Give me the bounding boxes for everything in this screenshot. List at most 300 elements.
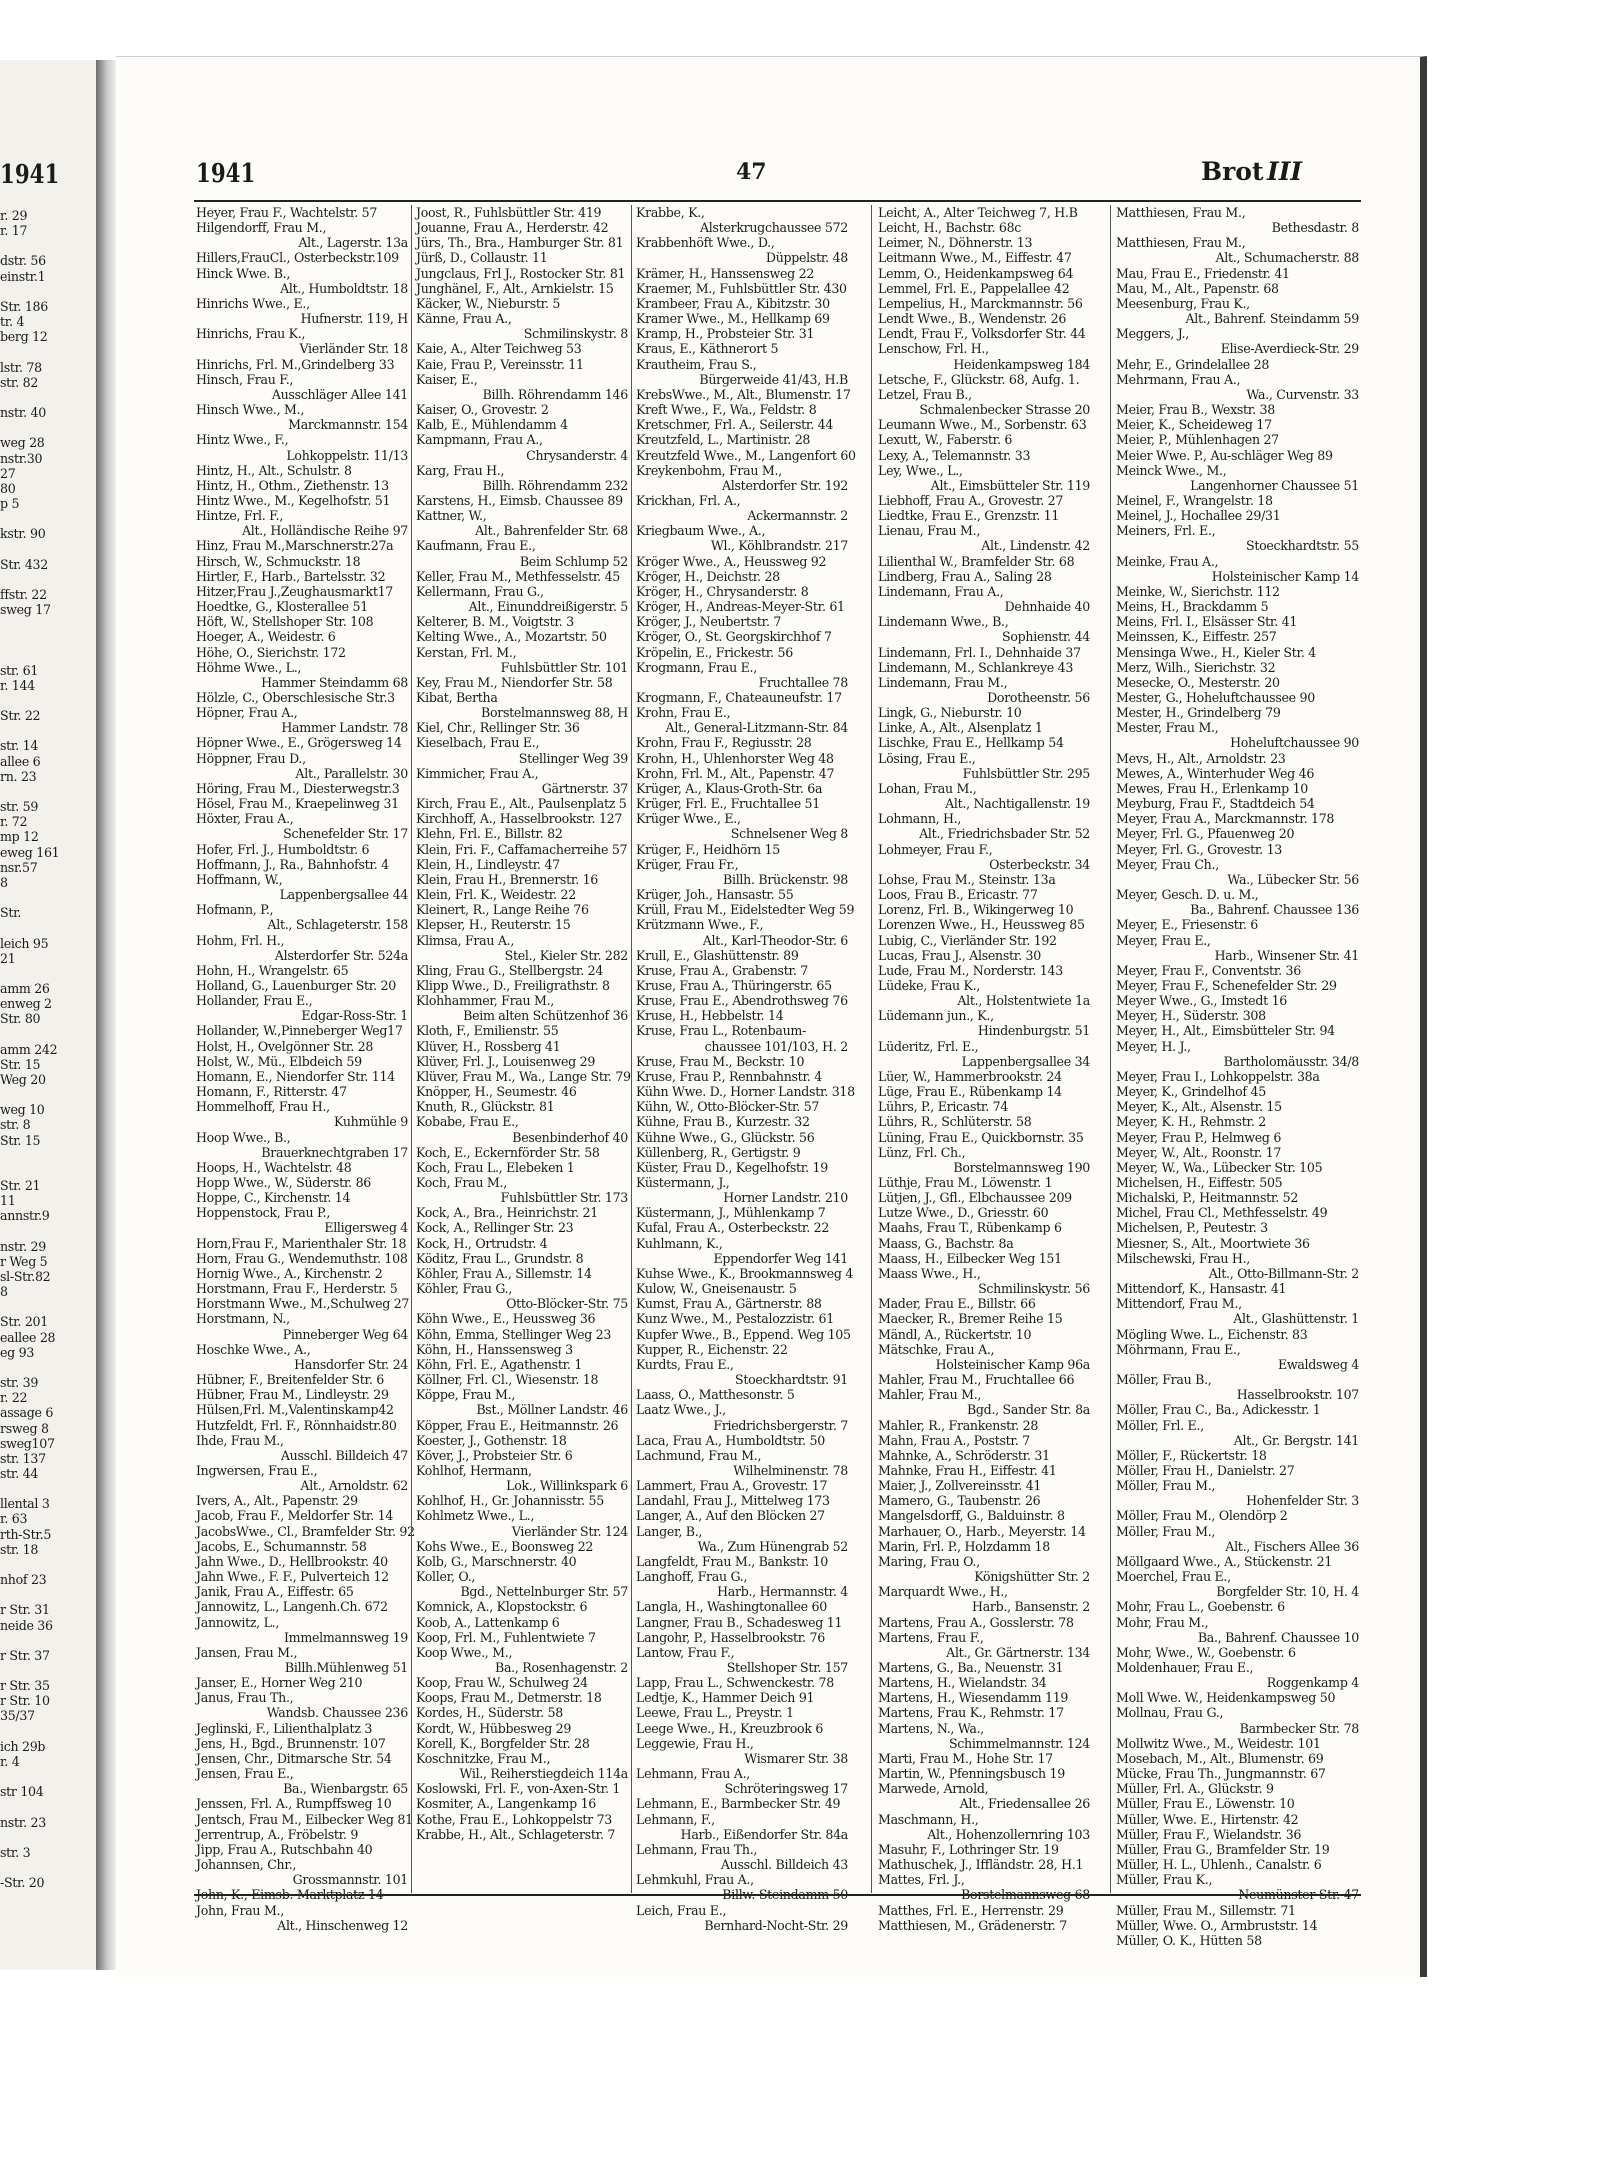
directory-entry-line: Klein, H., Lindleystr. 47 (416, 856, 560, 872)
directory-entry-line: Alt., Bahrenfelder Str. 68 (475, 523, 628, 539)
directory-entry-line: Kühne Wwe., G., Glückstr. 56 (636, 1129, 815, 1145)
directory-entry-line: Michalski, P., Heitmannstr. 52 (1116, 1190, 1299, 1206)
directory-entry-line: Krämer, H., Hanssensweg 22 (636, 265, 815, 281)
directory-entry-line: Krüger, Joh., Hansastr. 55 (636, 887, 794, 903)
directory-entry-line: Alt., Hohenzollernring 103 (927, 1826, 1090, 1842)
directory-entry-line: Hösel, Frau M., Kraepelinweg 31 (196, 796, 399, 812)
directory-entry-line: Alt., Otto-Billmann-Str. 2 (1208, 1265, 1359, 1281)
directory-entry-line: Alt., Lindenstr. 42 (981, 538, 1090, 554)
directory-entry-line: Kriegbaum Wwe., A., (636, 523, 766, 539)
previous-page-line: mp 12 (0, 829, 39, 845)
previous-page-line: 11 (0, 1193, 16, 1209)
directory-entry-line: Hohm, Frl. H., (196, 932, 285, 948)
directory-entry-line: Möller, Frau B., (1116, 1372, 1212, 1388)
directory-entry-line: Hinsch, Frau F., (196, 371, 294, 387)
directory-entry-line: Schmilinskystr. 56 (978, 1281, 1090, 1297)
directory-entry-line: Alsterdorfer Str. 524a (274, 947, 408, 963)
directory-entry-line: Koob, A., Lattenkamp 6 (416, 1614, 560, 1630)
directory-entry-line: Wl., Köhlbrandstr. 217 (710, 538, 848, 554)
directory-entry-line: Krützmann Wwe., F., (636, 917, 764, 933)
directory-entry-line: Meinke, W., Sierichstr. 112 (1116, 583, 1280, 599)
directory-entry-line: Mittendorf, Frau M., (1116, 1296, 1242, 1312)
directory-entry-line: Kattner, W., (416, 508, 487, 524)
directory-entry-line: Koops, Frau M., Detmerstr. 18 (416, 1690, 602, 1706)
directory-entry-line: Lendt, Frau F., Volksdorfer Str. 44 (878, 326, 1086, 342)
directory-entry-line: Ledtje, K., Hammer Deich 91 (636, 1690, 815, 1706)
previous-page-line: str. 137 (0, 1450, 46, 1466)
directory-entry-line: Bst., Möllner Landstr. 46 (476, 1402, 628, 1418)
previous-page-line: weg 10 (0, 1102, 45, 1118)
directory-entry-line: Hasselbrookstr. 107 (1236, 1387, 1359, 1403)
directory-entry-line: Michelsen, H., Eiffestr. 505 (1116, 1175, 1283, 1190)
directory-entry-line: Harb., Eißendorfer Str. 84a (680, 1826, 848, 1842)
directory-entry-line: Fruchtallee 78 (758, 674, 848, 690)
directory-entry-line: Alt., Hinschenweg 12 (277, 1917, 408, 1933)
directory-entry-line: Masuhr, F., Lothringer Str. 19 (878, 1841, 1059, 1857)
directory-entry-line: Meyer, H. J., (1116, 1038, 1191, 1054)
directory-entry-line: Kruse, Frau A., Thüringerstr. 65 (636, 977, 832, 993)
directory-entry-line: Bürgerweide 41/43, H.B (699, 371, 848, 387)
directory-entry-line: Lienau, Frau M., (878, 523, 981, 539)
directory-entry-line: Hinrichs, Frl. M.,Grindelberg 33 (196, 356, 395, 372)
previous-page-line: r Str. 31 (0, 1602, 50, 1618)
directory-entry-line: Komnick, A., Klopstockstr. 6 (416, 1599, 588, 1615)
directory-entry-line: Kramer Wwe., M., Hellkamp 69 (636, 311, 830, 327)
directory-entry-line: Kock, A., Bra., Heinrichstr. 21 (416, 1205, 598, 1221)
previous-page-line: str. 61 (0, 662, 39, 678)
directory-entry-line: Kaie, A., Alter Teichweg 53 (416, 341, 582, 357)
directory-entry-line: Moll Wwe. W., Heidenkampsweg 50 (1116, 1690, 1336, 1706)
directory-entry-line: Stoeckhardtstr. 55 (1246, 538, 1359, 554)
directory-entry-line: Martens, H., Wiesendamm 119 (878, 1690, 1069, 1706)
directory-entry-line: Möller, Frau M., (1116, 1478, 1216, 1494)
directory-entry-line: Meyer, Frau E., (1116, 932, 1211, 948)
directory-entry-line: Kurdts, Frau E., (636, 1356, 734, 1372)
directory-entry-line: Krohn, Frau F., Regiusstr. 28 (636, 735, 812, 751)
directory-entry-line: Lüer, W., Hammerbrookstr. 24 (878, 1068, 1062, 1084)
directory-entry-line: Mau, Frau E., Friedenstr. 41 (1116, 265, 1290, 281)
directory-entry-line: Beim alten Schützenhof 36 (463, 1008, 628, 1024)
directory-entry-line: Kruse, Frau L., Rotenbaum- (636, 1023, 806, 1039)
directory-entry-line: Hornig Wwe., A., Kirchenstr. 2 (196, 1265, 383, 1281)
directory-entry-line: Mändl, A., Rückertstr. 10 (878, 1326, 1032, 1342)
previous-page-line: nhof 23 (0, 1572, 47, 1588)
directory-entry-line: Lindemann, M., Schlankreye 43 (878, 659, 1074, 675)
directory-entry-line: Leimer, N., Döhnerstr. 13 (878, 235, 1033, 251)
directory-entry-line: Horn,Frau F., Marienthaler Str. 18 (196, 1235, 407, 1251)
previous-page-line: 27 (0, 465, 16, 481)
directory-entry-line: Maahs, Frau T., Rübenkamp 6 (878, 1220, 1062, 1236)
previous-page-line (0, 1087, 94, 1102)
directory-entry-line: Harb., Winsener Str. 41 (1214, 947, 1359, 963)
directory-entry-line: Marquardt Wwe., H., (878, 1584, 1008, 1600)
directory-entry-line: Jahn Wwe., F. F., Pulverteich 12 (196, 1569, 389, 1585)
directory-entry-line: Martens, Frau F., (878, 1629, 984, 1645)
directory-entry-line: Meinssen, K., Eiffestr. 257 (1116, 629, 1277, 645)
directory-entry-line: Kühn, W., Otto-Blöcker-Str. 57 (636, 1099, 820, 1115)
directory-entry-line: Leege Wwe., H., Kreuzbrook 6 (636, 1720, 824, 1736)
previous-page-line: Weg 20 (0, 1071, 46, 1087)
previous-page-line: 8 (0, 874, 8, 890)
directory-entry-line: Kühne, Frau B., Kurzestr. 32 (636, 1114, 810, 1130)
directory-entry-line: Langer, A., Auf den Blöcken 27 (636, 1508, 825, 1524)
directory-entry-line: Linke, A., Alt., Alsenplatz 1 (878, 720, 1043, 736)
directory-entry-line: Hillers,FrauCl., Osterbeckstr.109 (196, 250, 399, 266)
directory-entry-line: Kosmiter, A., Langenkamp 16 (416, 1796, 597, 1812)
directory-entry-line: Landahl, Frau J., Mittelweg 173 (636, 1493, 830, 1509)
directory-entry-line: Müller, Frau F., Wielandstr. 36 (1116, 1826, 1302, 1842)
directory-entry-line: Kruse, Frau P., Rennbahnstr. 4 (636, 1068, 822, 1084)
directory-entry-line: Kufal, Frau A., Osterbeckstr. 22 (636, 1220, 830, 1236)
directory-entry-line: Billh. Röhrendamm 232 (482, 477, 628, 493)
directory-entry-line: Meyer, K., Grindelhof 45 (1116, 1084, 1266, 1100)
directory-column-4 (878, 205, 1090, 1933)
previous-page-line: llental 3 (0, 1496, 50, 1512)
directory-entry-line: Key, Frau M., Niendorfer Str. 58 (416, 674, 613, 690)
directory-entry-line: Lohan, Frau M., (878, 780, 977, 796)
directory-entry-line: Meyburg, Frau F., Stadtdeich 54 (1116, 796, 1315, 812)
directory-entry-line: Grossmannstr. 101 (292, 1872, 408, 1888)
directory-entry-line: Mathuschek, J., Iffländstr. 28, H.1 (878, 1857, 1084, 1873)
directory-entry-line: Janik, Frau A., Eiffestr. 65 (196, 1584, 354, 1600)
directory-entry-line: Lubig, C., Vierländer Str. 192 (878, 932, 1057, 948)
previous-page-line (0, 966, 94, 981)
directory-entry-line: Alt., General-Litzmann-Str. 84 (665, 720, 848, 736)
directory-entry-line: Meyer, K., Alt., Alsenstr. 15 (1116, 1099, 1282, 1115)
directory-entry-line: Kuhlmann, K., (636, 1235, 723, 1251)
directory-entry-line: Kruse, Frau M., Beckstr. 10 (636, 1053, 805, 1069)
directory-entry-line: Mester, H., Grindelberg 79 (1116, 705, 1281, 721)
directory-entry-line: Meinel, F., Wrangelstr. 18 (1116, 492, 1273, 508)
directory-entry-line: Müller, H. L., Uhlenh., Canalstr. 6 (1116, 1857, 1322, 1873)
directory-entry-line: Lohmeyer, Frau F., (878, 841, 993, 857)
previous-page-line: r. 17 (0, 223, 28, 239)
directory-entry-line: Miesner, S., Alt., Moortwiete 36 (1116, 1235, 1310, 1251)
directory-entry-line: Alt., Karl-Theodor-Str. 6 (702, 932, 848, 948)
directory-entry-line: Schröteringsweg 17 (724, 1781, 848, 1797)
directory-entry-line: Jentsch, Frau M., Eilbecker Weg 81 (196, 1811, 413, 1827)
directory-entry-line: Knöpper, H., Seumestr. 46 (416, 1084, 577, 1100)
directory-entry-line: Meyer, Gesch. D. u. M., (1116, 887, 1259, 903)
previous-page-line (0, 1799, 94, 1814)
directory-entry-line: Kohs Wwe., E., Boonsweg 22 (416, 1538, 594, 1554)
directory-entry-line: Köllner, Frl. Cl., Wiesenstr. 18 (416, 1372, 599, 1388)
directory-entry-line: Lohse, Frau M., Steinstr. 13a (878, 871, 1056, 887)
directory-entry-line: Hoheluftchaussee 90 (1230, 735, 1359, 751)
directory-entry-line: Ba., Bahrenf. Chaussee 136 (1190, 902, 1359, 918)
directory-entry-line: John, Frau M., (196, 1902, 284, 1918)
directory-entry-line: Lemm, O., Heidenkampsweg 64 (878, 265, 1074, 281)
directory-entry-line: Küstermann, J., Mühlenkamp 7 (636, 1205, 826, 1221)
directory-entry-line: Königshütter Str. 2 (974, 1569, 1090, 1585)
directory-entry-line: Lindemann, Frau M., (878, 674, 1008, 690)
directory-entry-line: Kretschmer, Frl. A., Seilerstr. 44 (636, 417, 834, 433)
directory-entry-line: Köhn, H., Hanssensweg 3 (416, 1341, 573, 1357)
previous-page-line: r. 29 (0, 208, 28, 223)
directory-column-5 (1116, 205, 1359, 1948)
directory-entry-line: Janser, E., Horner Weg 210 (196, 1675, 363, 1691)
previous-page-line: einstr.1 (0, 268, 46, 284)
directory-entry-line: Martin, W., Pfenningsbusch 19 (878, 1766, 1065, 1782)
directory-entry-line: Hinsch Wwe., M., (196, 402, 305, 418)
directory-entry-line: Karg, Frau H., (416, 462, 505, 478)
directory-entry-line: Koch, Frau M., (416, 1175, 507, 1190)
directory-entry-line: Lude, Frau M., Norderstr. 143 (878, 962, 1063, 978)
section-numeral: III (1267, 157, 1303, 186)
directory-entry-line: Lappenbergsallee 34 (961, 1053, 1090, 1069)
previous-page-line: annstr.9 (0, 1208, 50, 1224)
directory-entry-line: Stellshoper Str. 157 (726, 1660, 848, 1675)
directory-entry-line: Hinck Wwe. B., (196, 265, 291, 281)
directory-entry-line: Klüver, H., Rossberg 41 (416, 1038, 561, 1054)
directory-entry-line: Maier, J., Zollvereinsstr. 41 (878, 1478, 1042, 1494)
directory-entry-line: Hoops, H., Wachtelstr. 48 (196, 1159, 352, 1175)
directory-entry-line: Krohn, H., Uhlenhorster Weg 48 (636, 750, 834, 766)
directory-entry-line: Hufnerstr. 119, H (300, 311, 408, 327)
previous-page-line: amm 26 (0, 980, 50, 996)
previous-page-line (0, 723, 94, 738)
directory-entry-line: KrebsWwe., M., Alt., Blumenstr. 17 (636, 386, 851, 402)
previous-page-line: nstr.30 (0, 450, 43, 466)
directory-entry-line: Marwede, Arnold, (878, 1781, 989, 1797)
directory-entry-line: Koch, Frau L., Elebeken 1 (416, 1159, 575, 1175)
previous-page-edge (0, 60, 99, 1970)
directory-entry-line: Lehmann, E., Barmbecker Str. 49 (636, 1796, 841, 1812)
directory-entry-line: Langhoff, Frau G., (636, 1569, 748, 1585)
directory-entry-line: Billh. Brückenstr. 98 (723, 871, 848, 887)
directory-entry-line: Kobabe, Frau E., (416, 1114, 519, 1130)
directory-entry-line: Krüger, Frl. E., Fruchtallee 51 (636, 796, 820, 812)
directory-entry-line: Krüll, Frau M., Eidelstedter Weg 59 (636, 902, 855, 918)
previous-page-line: str. 14 (0, 738, 39, 754)
previous-page-line (0, 511, 94, 526)
directory-entry-line: Lehmann, Frau A., (636, 1766, 750, 1782)
directory-entry-line: Lingk, G., Nieburstr. 10 (878, 705, 1022, 721)
previous-page-line: str. 44 (0, 1465, 39, 1481)
previous-page-line: leich 95 (0, 935, 49, 951)
directory-entry-line: Mahler, Frau M., Fruchtallee 66 (878, 1372, 1075, 1388)
directory-column-3 (636, 205, 856, 1933)
previous-page-line: lstr. 78 (0, 359, 42, 375)
directory-entry-line: Moerchel, Frau E., (1116, 1569, 1231, 1585)
directory-entry-line: Pinneberger Weg 64 (282, 1326, 408, 1342)
directory-entry-line: Harb., Bansenstr. 2 (972, 1599, 1090, 1615)
directory-entry-line: Hölzle, C., Oberschlesische Str.3 (196, 690, 395, 705)
directory-entry-line: Alt., Friedensallee 26 (959, 1796, 1090, 1812)
previous-page-line: sweg 17 (0, 602, 51, 618)
directory-entry-line: Möller, F., Rückertstr. 18 (1116, 1447, 1267, 1463)
directory-entry-line: Martens, N., Wa., (878, 1720, 985, 1736)
directory-entry-line: Mangelsdorff, G., Balduinstr. 8 (878, 1508, 1065, 1524)
previous-page-line: nsr.57 (0, 859, 38, 875)
directory-entry-line: Alt., Schumacherstr. 88 (1215, 250, 1359, 266)
directory-entry-line: Mögling Wwe. L., Eichenstr. 83 (1116, 1326, 1308, 1342)
directory-entry-line: Hinrichs Wwe., E., (196, 295, 310, 311)
directory-entry-line: Meier, P., Mühlenhagen 27 (1116, 432, 1279, 448)
directory-entry-line: Lemmel, Frl. E., Pappelallee 42 (878, 280, 1070, 296)
directory-entry-line: Krabbenhöft Wwe., D., (636, 235, 775, 251)
directory-entry-line: Lehmkuhl, Frau A., (636, 1872, 754, 1888)
directory-entry-line: Kröger, J., Neubertstr. 7 (636, 614, 782, 630)
directory-entry-line: Krull, E., Glashüttenstr. 89 (636, 947, 799, 963)
directory-entry-line: Koch, E., Eckernförder Str. 58 (416, 1144, 600, 1160)
directory-entry-line: Möller, Frau M., Olendörp 2 (1116, 1508, 1288, 1524)
directory-entry-line: Lüthje, Frau M., Löwenstr. 1 (878, 1175, 1053, 1190)
directory-entry-line: Mahn, Frau A., Poststr. 7 (878, 1432, 1030, 1448)
previous-page-line (0, 1026, 94, 1041)
directory-entry-line: Roggenkamp 4 (1266, 1675, 1359, 1691)
previous-page-line (0, 1360, 94, 1375)
directory-entry-line: Kieselbach, Frau E., (416, 735, 540, 751)
previous-page-line: Str. 22 (0, 708, 41, 724)
directory-entry-line: Osterbeckstr. 34 (989, 856, 1090, 872)
previous-page-line: assage 6 (0, 1405, 54, 1421)
directory-entry-line: Klein, Frau H., Brennerstr. 16 (416, 871, 599, 887)
directory-entry-line: Ivers, A., Alt., Papenstr. 29 (196, 1493, 358, 1509)
directory-entry-line: Lünz, Frl. Ch., (878, 1144, 966, 1160)
previous-page-line: eg 93 (0, 1344, 35, 1360)
directory-entry-line: Hoffmann, J., Ra., Bahnhofstr. 4 (196, 856, 389, 872)
directory-entry-line: Mewes, A., Winterhuder Weg 46 (1116, 765, 1315, 781)
directory-entry-line: Krüger, Frau Fr., (636, 856, 739, 872)
directory-entry-line: Jürs, Th., Bra., Hamburger Str. 81 (416, 235, 624, 251)
directory-entry-line: Maecker, R., Bremer Reihe 15 (878, 1311, 1063, 1327)
previous-page-line (0, 1557, 94, 1572)
directory-entry-line: Letzel, Frau B., (878, 386, 972, 402)
directory-entry-line: Koschnitzke, Frau M., (416, 1750, 551, 1766)
directory-entry-line: Leich, Frau E., (636, 1902, 727, 1918)
directory-entry-line: Kaufmann, Frau E., (416, 538, 536, 554)
directory-entry-line: Krambeer, Frau A., Kibitzstr. 30 (636, 295, 830, 311)
directory-entry-line: Leewe, Frau L., Preystr. 1 (636, 1705, 794, 1721)
directory-entry-line: Matthiesen, Frau M., (1116, 205, 1246, 220)
directory-entry-line: Müller, O. K., Hütten 58 (1116, 1932, 1262, 1948)
directory-entry-line: Krickhan, Frl. A., (636, 492, 741, 508)
directory-entry-line: Lindberg, Frau A., Saling 28 (878, 568, 1052, 584)
directory-entry-line: Ingwersen, Frau E., (196, 1462, 318, 1478)
previous-page-line (0, 1633, 94, 1648)
directory-entry-line: Jensen, Chr., Ditmarsche Str. 54 (196, 1750, 392, 1766)
directory-entry-line: Alt., Holländische Reihe 97 (241, 523, 408, 539)
previous-page-line: str. 18 (0, 1541, 39, 1557)
previous-page-line: 35/37 (0, 1708, 35, 1724)
directory-entry-line: Hoppe, C., Kirchenstr. 14 (196, 1190, 351, 1206)
directory-entry-line: Langenhorner Chaussee 51 (1190, 477, 1359, 493)
directory-entry-line: Kreykenbohm, Frau M., (636, 462, 782, 478)
previous-page-line (0, 693, 94, 708)
directory-entry-line: Kreutzfeld Wwe., M., Langenfort 60 (636, 447, 856, 463)
directory-entry-line: Wil., Reiherstiegdeich 114a (459, 1766, 628, 1782)
previous-page-line (0, 648, 94, 663)
directory-entry-line: Lindemann, Frau A., (878, 583, 1004, 599)
directory-entry-line: Mollwitz Wwe., M., Weidestr. 101 (1116, 1735, 1321, 1751)
directory-entry-line: Laass, O., Matthesonstr. 5 (636, 1387, 795, 1403)
directory-entry-line: Johannsen, Chr., (196, 1857, 297, 1873)
previous-page-text (0, 208, 94, 1890)
directory-entry-line: Meins, Frl. I., Elsässer Str. 41 (1116, 614, 1298, 630)
directory-entry-line: Junghänel, F., Alt., Arnkielstr. 15 (416, 280, 614, 296)
directory-entry-line: Alt., Parallelstr. 30 (295, 765, 408, 781)
directory-entry-line: Krohn, Frl. M., Alt., Papenstr. 47 (636, 765, 835, 781)
previous-page-line: r. 4 (0, 1753, 20, 1769)
directory-entry-line: Horstmann, Frau F., Herderstr. 5 (196, 1281, 398, 1297)
directory-entry-line: Kröpelin, E., Frickestr. 56 (636, 644, 793, 660)
directory-entry-line: Schmalenbecker Strasse 20 (919, 402, 1090, 418)
directory-entry-line: Mehrmann, Frau A., (1116, 371, 1241, 387)
directory-entry-line: Krautheim, Frau S., (636, 356, 757, 372)
directory-entry-line: Krohn, Frau E., (636, 705, 731, 721)
directory-entry-line: Lüderitz, Frl. E., (878, 1038, 979, 1054)
directory-entry-line: Martens, H., Wielandstr. 34 (878, 1675, 1047, 1691)
directory-entry-line: Jipp, Frau A., Rutschbahn 40 (196, 1841, 373, 1857)
directory-entry-line: Hutzfeldt, Frl. F., Rönnhaidstr.80 (196, 1417, 397, 1433)
previous-page-line: str 104 (0, 1784, 44, 1800)
directory-entry-line: Meggers, J., (1116, 326, 1189, 342)
directory-entry-line: Hohn, H., Wrangelstr. 65 (196, 962, 349, 978)
column-rule (871, 205, 872, 1893)
directory-entry-line: Krogmann, Frau E., (636, 659, 757, 675)
directory-entry-line: Lüdeke, Frau K., (878, 977, 981, 993)
directory-entry-line: Kling, Frau G., Stellbergstr. 24 (416, 962, 604, 978)
directory-entry-line: Merz, Wilh., Sierichstr. 32 (1116, 659, 1276, 675)
directory-entry-line: Kleinert, R., Lange Reihe 76 (416, 902, 589, 918)
directory-entry-line: Hintze, Frl. F., (196, 508, 284, 524)
directory-entry-line: Dehnhaide 40 (1004, 599, 1090, 615)
directory-entry-line: Köhler, Frau A., Sillemstr. 14 (416, 1265, 592, 1281)
directory-entry-line: Schmilinskystr. 8 (523, 326, 628, 342)
directory-entry-line: Lantow, Frau F., (636, 1644, 735, 1660)
directory-entry-line: Lindemann Wwe., B., (878, 614, 1009, 630)
directory-entry-line: Borstelmannsweg 68 (961, 1887, 1090, 1903)
directory-entry-line: Küster, Frau D., Kegelhofstr. 19 (636, 1159, 828, 1175)
directory-entry-line: Kuhmühle 9 (333, 1114, 408, 1130)
directory-entry-line: Meyer, Frl. G., Grovestr. 13 (1116, 841, 1282, 857)
previous-page-line: Str. 432 (0, 556, 48, 572)
directory-entry-line: Hilgendorff, Frau M., (196, 220, 327, 236)
directory-entry-line: Mamero, G., Taubenstr. 26 (878, 1493, 1041, 1509)
directory-entry-line: Billh. Röhrendamm 146 (482, 386, 628, 402)
directory-entry-line: Alsterkrugchaussee 572 (700, 220, 848, 236)
previous-page-line (0, 784, 94, 799)
directory-entry-line: Kiel, Chr., Rellinger Str. 36 (416, 720, 580, 736)
previous-page-line (0, 1148, 94, 1163)
directory-entry-line: Lütjen, J., Gfl., Elbchaussee 209 (878, 1190, 1072, 1206)
directory-entry-line: Hommelhoff, Frau H., (196, 1099, 330, 1115)
directory-entry-line: Mollnau, Frau G., (1116, 1705, 1224, 1721)
directory-entry-line: Hollander, Frau E., (196, 993, 313, 1009)
directory-entry-line: Hindenburgstr. 51 (977, 1023, 1090, 1039)
directory-entry-line: Billh.Mühlenweg 51 (284, 1660, 408, 1675)
page-number: 47 (736, 159, 767, 185)
directory-entry-line: Kupper, R., Eichenstr. 22 (636, 1341, 788, 1357)
directory-entry-line: Lammert, Frau A., Grovestr. 17 (636, 1478, 828, 1494)
directory-entry-line: Kohlhof, H., Gr. Johannisstr. 55 (416, 1493, 604, 1509)
previous-page-line: amm 242 (0, 1041, 58, 1057)
directory-entry-line: Laatz Wwe., J., (636, 1402, 726, 1418)
directory-entry-line: Lorenzen Wwe., H., Heussweg 85 (878, 917, 1085, 933)
directory-entry-line: Maass, H., Eilbecker Weg 151 (878, 1250, 1062, 1266)
directory-entry-line: Kunz Wwe., M., Pestalozzistr. 61 (636, 1311, 834, 1327)
directory-entry-line: Mau, M., Alt., Papenstr. 68 (1116, 280, 1279, 296)
directory-entry-line: Meyer, Frau F., Conventstr. 36 (1116, 962, 1301, 978)
directory-entry-line: Beim Schlump 52 (519, 553, 628, 569)
directory-entry-line: Kelting Wwe., A., Mozartstr. 50 (416, 629, 607, 645)
directory-entry-line: Köditz, Frau L., Grundstr. 8 (416, 1250, 584, 1266)
previous-page-line: rth-Str.5 (0, 1526, 52, 1542)
directory-entry-line: Kupfer Wwe., B., Eppend. Weg 105 (636, 1326, 851, 1342)
directory-entry-line: Alt., Gr. Bergstr. 141 (1233, 1432, 1359, 1448)
directory-column-2 (416, 205, 631, 1893)
